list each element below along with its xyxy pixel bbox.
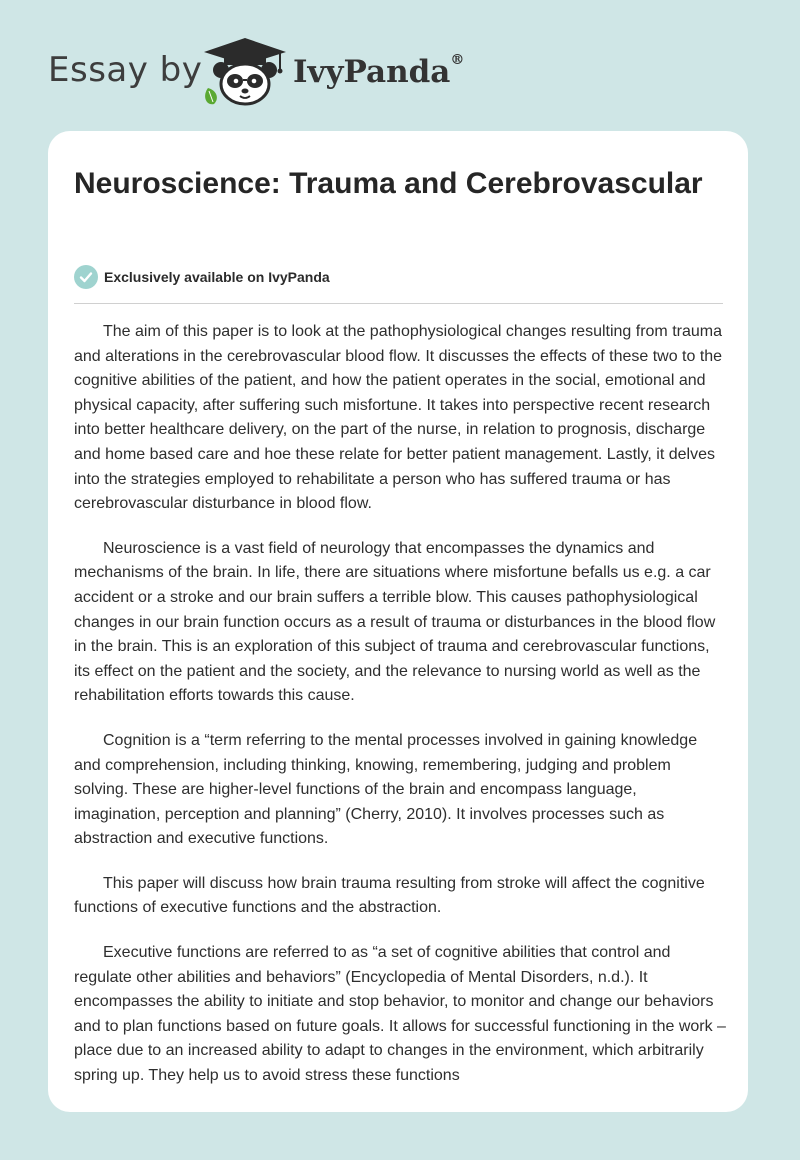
brand-prefix: Essay by xyxy=(48,50,203,90)
site-header xyxy=(0,0,800,130)
registered-mark: ® xyxy=(450,52,465,68)
paragraph: This paper will discuss how brain trauma resulting from stroke will affect the cognitive functions of executive functions and the abstraction. xyxy=(74,874,705,917)
exclusive-badge-label: Exclusively available on IvyPanda xyxy=(104,269,330,285)
exclusive-badge xyxy=(74,264,330,290)
brand-name[interactable] xyxy=(293,54,464,90)
brand-name-text: IvyPanda xyxy=(293,54,451,90)
paragraph: Neuroscience is a vast field of neurology that encompasses the dynamics and mechanisms of the brain. In life, there are situations where misfortune befalls us e.g. a car accident or a stroke and our brain suffers a terrible blow. This causes pathophysiological changes in our brain function occurs as a result of trauma or disturbances in the blood flow in the brain. This is an exploration of this subject of trauma and cerebrovascular functions, its effect on the patient and the society, and the relevance to nursing world as well as the rehabilitation efforts towards this cause. xyxy=(74,539,716,705)
paragraph: The aim of this paper is to look at the pathophysiological changes resulting from trauma and alterations in the cerebrovascular blood flow. It discusses the effects of these two to the cognitive abilities of the patient, and how the patient operates in the social, emotional and physical capacity, after suffering such misfortune. It takes into perspective recent research into better healthcare delivery, on the part of the nurse, in relation to prognosis, discharge and home based care and hoe these relate for better patient management. Lastly, it delves into the strategies employed to rehabilitate a person who has suffered trauma or has cerebrovascular disturbance in blood flow. xyxy=(74,323,723,513)
divider xyxy=(74,303,723,304)
page-title: Neuroscience: Trauma and Cerebrovascular xyxy=(74,167,703,200)
essay-body xyxy=(74,320,726,1109)
check-circle-icon xyxy=(74,265,98,289)
essay-card xyxy=(48,131,748,1112)
paragraph: Executive functions are referred to as “a set of cognitive abilities that control and regulate other abilities and behaviors” (Encyclopedia of Mental Disorders, n.d.). It encompasses the ability to initiate and stop behavior, to monitor and change our behaviors and to plan functions based on future goals. It allows for successful functioning in the work –place due to an increased ability to adapt to changes in the environment, which arbitrarily spring up. They help us to avoid stress these functions xyxy=(74,944,726,1085)
panda-logo-icon[interactable] xyxy=(200,36,290,108)
paragraph: Cognition is a “term referring to the mental processes involved in gaining knowledge and comprehension, including thinking, knowing, remembering, judging and problem solving. These are higher-level functions of the brain and encompass language, imagination, perception and planning” (Cherry, 2010). It involves processes such as abstraction and executive functions. xyxy=(74,731,698,848)
